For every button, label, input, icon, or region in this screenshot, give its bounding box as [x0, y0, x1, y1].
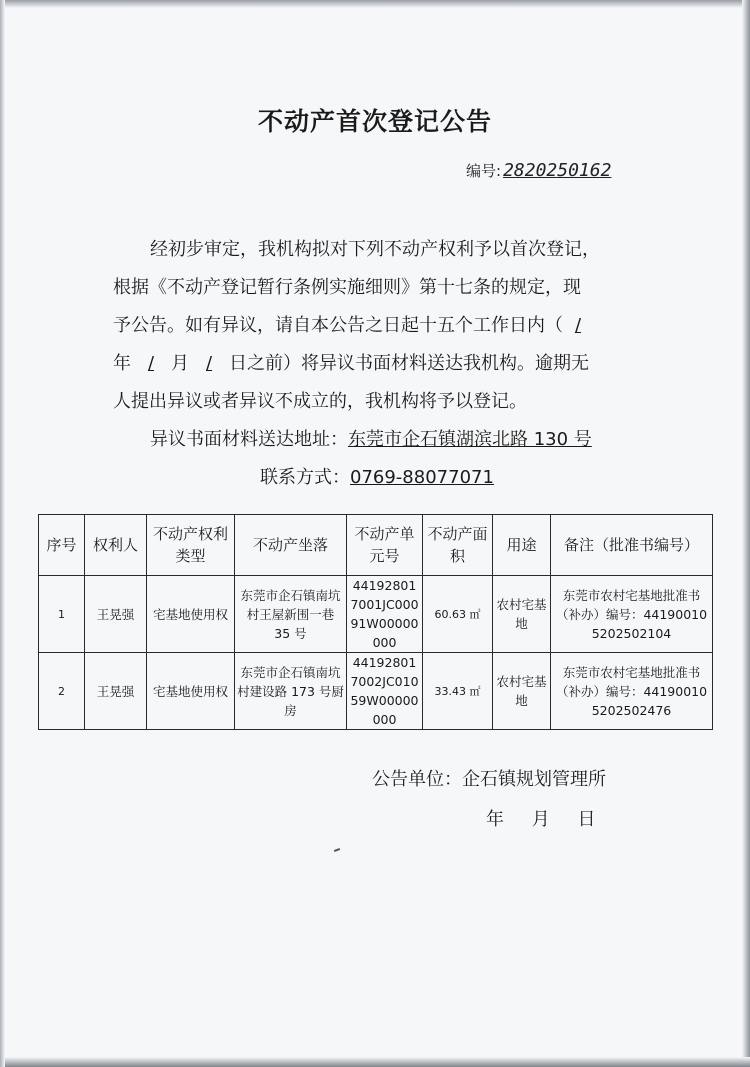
contact-label: 联系方式：	[260, 467, 350, 488]
col-header-unit-no: 不动产单元号	[347, 515, 423, 576]
cell-location: 东莞市企石镇南坑村王屋新围一巷 35 号	[235, 576, 347, 653]
registration-table	[38, 514, 713, 730]
objection-address-value: 东莞市企石镇湖滨北路 130 号	[348, 429, 592, 450]
cell-no: 2	[39, 653, 85, 730]
cell-use: 农村宅基地	[493, 576, 551, 653]
col-header-use: 用途	[493, 515, 551, 576]
objection-address	[150, 421, 710, 459]
col-header-no: 序号	[39, 515, 85, 576]
issue-date: 年 月 日	[486, 809, 596, 830]
scan-edge-right	[742, 0, 750, 1067]
cell-right-type: 宅基地使用权	[147, 576, 235, 653]
table-header-row	[39, 515, 713, 576]
issuing-unit-label: 公告单位：	[372, 769, 462, 790]
col-header-location: 不动产坐落	[235, 515, 347, 576]
cell-area: 33.43 ㎡	[423, 653, 493, 730]
cell-no: 1	[39, 576, 85, 653]
body-line-1: 经初步审定，我机构拟对下列不动产权利予以首次登记，	[150, 239, 600, 260]
issuing-unit-value: 企石镇规划管理所	[462, 769, 606, 790]
table-row	[39, 653, 713, 730]
scan-edge-left	[0, 0, 5, 1067]
table-row	[39, 576, 713, 653]
doc-number-label: 编号:	[466, 162, 502, 180]
objection-address-label: 异议书面材料送达地址：	[150, 429, 348, 450]
scan-speck	[334, 848, 340, 852]
contact-value: 0769-88077071	[350, 467, 494, 488]
col-header-right-type: 不动产权利类型	[147, 515, 235, 576]
col-header-holder: 权利人	[85, 515, 147, 576]
contact	[260, 459, 750, 497]
cell-right-type: 宅基地使用权	[147, 653, 235, 730]
cell-location: 东莞市企石镇南坑村建设路 173 号厨房	[235, 653, 347, 730]
body-line-5: 人提出异议或者异议不成立的，我机构将予以登记。	[113, 391, 527, 412]
blank-month: /	[147, 353, 155, 374]
scan-edge-top	[0, 0, 750, 8]
cell-unit-no: 441928017002JC01059W00000000	[347, 653, 423, 730]
cell-note: 东莞市农村宅基地批准书（补办）编号：441900105202502476	[551, 653, 713, 730]
cell-unit-no: 441928017001JC00091W00000000	[347, 576, 423, 653]
doc-number	[466, 160, 611, 181]
body-line-4-month: 月	[171, 353, 189, 374]
body-line-4-text: 日之前）将异议书面材料送达我机构。逾期无	[229, 353, 589, 374]
col-header-note: 备注（批准书编号）	[551, 515, 713, 576]
cell-area: 60.63 ㎡	[423, 576, 493, 653]
body-line-4	[113, 345, 673, 383]
cell-holder: 王晃强	[85, 653, 147, 730]
body-line-3	[113, 307, 673, 345]
body-line-2: 根据《不动产登记暂行条例实施细则》第十七条的规定，现	[113, 277, 581, 298]
cell-holder: 王晃强	[85, 576, 147, 653]
page-title: 不动产首次登记公告	[257, 107, 492, 136]
body-line-3-text: 予公告。如有异议，请自本公告之日起十五个工作日内（	[113, 315, 563, 336]
cell-note: 东莞市农村宅基地批准书（补办）编号：441900105202502104	[551, 576, 713, 653]
doc-number-value: 2820250162	[503, 160, 612, 181]
issuing-unit	[372, 765, 606, 791]
cell-use: 农村宅基地	[493, 653, 551, 730]
body-line-4-year: 年	[113, 353, 131, 374]
scan-edge-bottom	[0, 1057, 750, 1067]
blank-day-start: /	[574, 315, 582, 336]
col-header-area: 不动产面积	[423, 515, 493, 576]
blank-day: /	[205, 353, 213, 374]
